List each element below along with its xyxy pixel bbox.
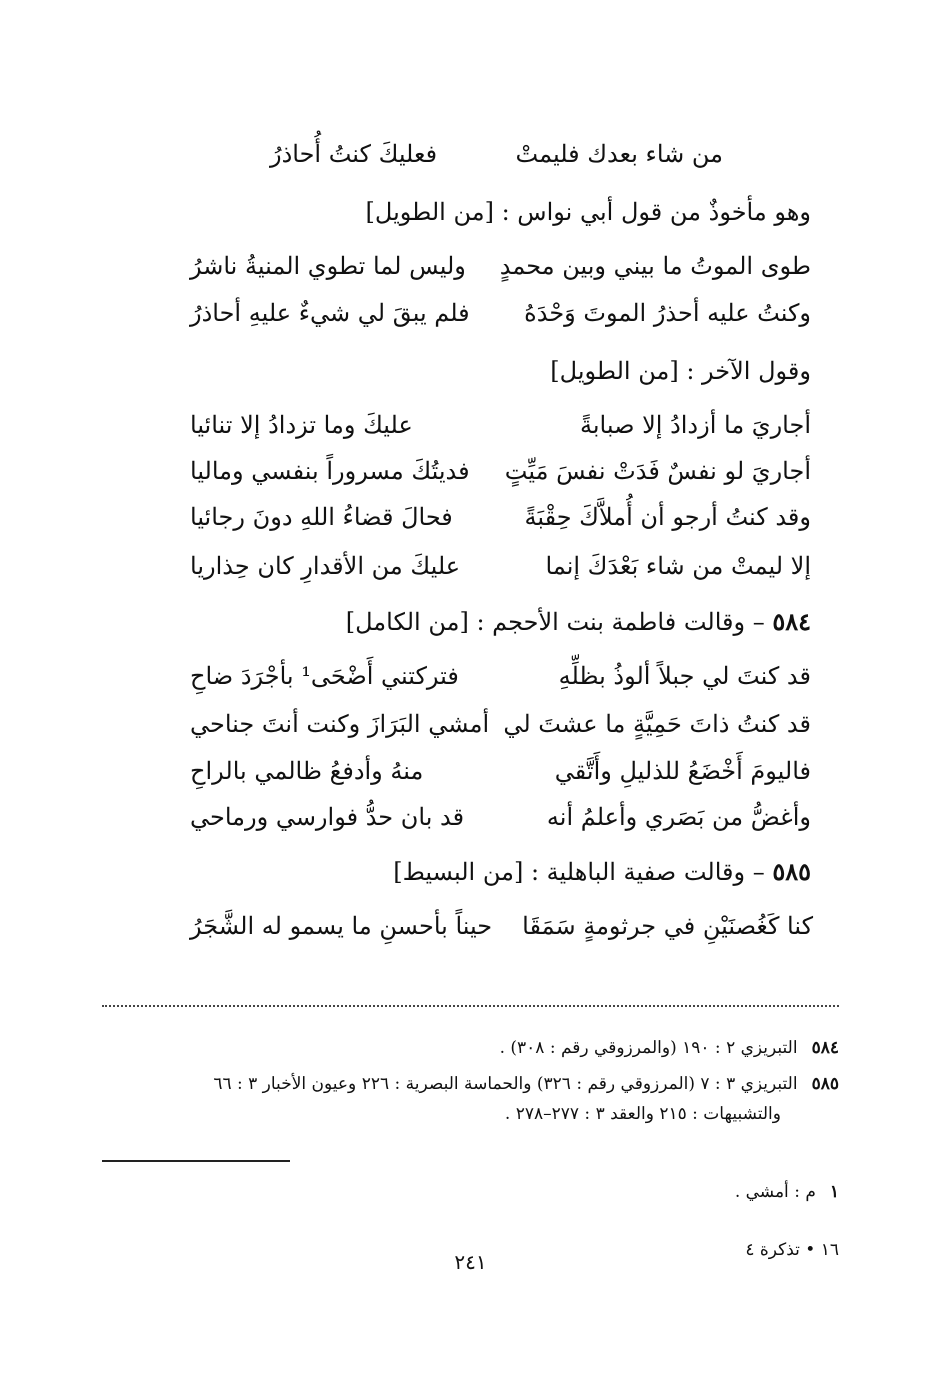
entry-heading-584 <box>346 606 811 638</box>
hemistich-1: كنا كَغُصنَيْنِ في جرثومةٍ سَمَقَا <box>522 912 813 940</box>
hemistich-2: فديتُكَ مسروراً بنفسي وماليا <box>190 457 470 485</box>
hemistich-2: أمشي البَرَازَ وكنت أنتَ جناحي <box>190 710 490 738</box>
hemistich-2: فتركتني أَضْحَى¹ بأجْرَدَ ضاحِ <box>190 662 459 690</box>
verse-line <box>190 912 813 952</box>
footnote-text: التبريزي ٢ : ١٩٠ (والمرزوقي رقم : ٣٠٨) . <box>499 1038 798 1058</box>
hemistich-2: فعليكَ كنتُ أُحاذرُ <box>270 140 438 168</box>
hemistich-1: أجاريَ لو نفسٌ فَدَتْ نفسَ مَيِّتٍ <box>504 457 811 485</box>
hemistich-2: منهُ وأدفعُ ظالمي بالراحِ <box>190 757 424 785</box>
footnote-text: التبريزي ٣ : ٧ (المرزوقي رقم : ٣٢٦) والحماسة البصرية : ٢٢٦ وعيون الأخبار ٣ : ٦٦ <box>213 1074 798 1094</box>
verse-line <box>190 803 811 843</box>
hemistich-1: وكنتُ عليه أحذرُ الموتَ وَحْدَهُ <box>524 299 811 327</box>
footnote-number: ٥٨٥ <box>811 1074 839 1094</box>
footnote-separator-rule <box>102 1160 290 1162</box>
hemistich-1: وأغضُّ من بَصَري وأعلمُ أنه <box>546 803 811 831</box>
hemistich-2: حيناً بأحسنِ ما يسمو له الشَّجَرُ <box>190 912 493 940</box>
footnote-source-585-cont: والتشبيهات : ٢١٥ والعقد ٣ : ٢٧٧–٢٧٨ . <box>504 1104 781 1124</box>
footnote-number: ٥٨٤ <box>811 1038 839 1058</box>
hemistich-2: قد بان حدُّ فوارسي ورماحي <box>190 803 465 831</box>
hemistich-2: عليكَ وما تزدادُ إلا تنائيا <box>190 411 413 439</box>
verse-line <box>190 662 811 702</box>
footnote-separator-dotted <box>102 1005 839 1007</box>
signature-mark: ١٦ • تذكرة ٤ <box>745 1240 839 1260</box>
intro-abu-nuwas: وهو مأخوذٌ من قول أبي نواس : [من الطويل] <box>365 198 811 226</box>
verse-line <box>190 457 811 497</box>
entry-number: ٥٨٥ <box>772 857 811 886</box>
hemistich-1: قد كنتَ لي جبلاً ألوذُ بظلِّهِ <box>558 662 811 690</box>
verse-line <box>190 252 811 292</box>
hemistich-1: إلا ليمتْ من شاء بَعْدَكَ إنما <box>545 552 811 580</box>
entry-title: – وقالت صفية الباهلية : [من البسيط] <box>393 858 773 886</box>
verse-line <box>190 411 811 451</box>
intro-other-poet: وقول الآخر : [من الطويل] <box>550 357 811 385</box>
verse-line <box>270 140 723 180</box>
hemistich-1: من شاء بعدك فليمتْ <box>515 140 723 168</box>
footnote-source-584 <box>500 1036 839 1062</box>
footnote-number: ١ <box>829 1182 839 1202</box>
hemistich-2: وليس لما تطوي المنيةُ ناشرُ <box>190 252 466 280</box>
verse-line <box>190 552 811 592</box>
verse-line <box>190 503 811 543</box>
page-number: ٢٤١ <box>454 1250 487 1274</box>
footnote-source-585 <box>213 1072 839 1098</box>
hemistich-2: فحالَ قضاءُ اللهِ دونَ رجائيا <box>190 503 453 531</box>
hemistich-2: فلم يبقَ لي شيءٌ عليهِ أحاذرُ <box>190 299 470 327</box>
hemistich-1: فاليومَ أَخْضَعُ للذليلِ وأَتَّقي <box>554 757 811 785</box>
hemistich-1: طوى الموتُ ما بيني وبين محمدٍ <box>499 252 811 280</box>
verse-line <box>190 710 811 750</box>
hemistich-1: وقد كنتُ أرجو أن أُملاَّكَ حِقْبَةً <box>524 503 811 531</box>
verse-line <box>190 757 811 797</box>
hemistich-2: عليكَ من الأقدارِ كان حِذاريا <box>190 552 461 580</box>
entry-number: ٥٨٤ <box>772 607 811 636</box>
verse-line <box>190 299 811 339</box>
hemistich-1: قد كنتُ ذاتَ حَمِيَّةٍ ما عشتَ لي <box>503 710 811 738</box>
footnote-text: م : أمشي . <box>734 1182 816 1202</box>
hemistich-1: أجاريَ ما أزدادُ إلا صبابةً <box>579 411 811 439</box>
footnote-variant <box>735 1180 839 1206</box>
entry-heading-585 <box>393 856 811 888</box>
entry-title: – وقالت فاطمة بنت الأحجم : [من الكامل] <box>345 608 773 636</box>
